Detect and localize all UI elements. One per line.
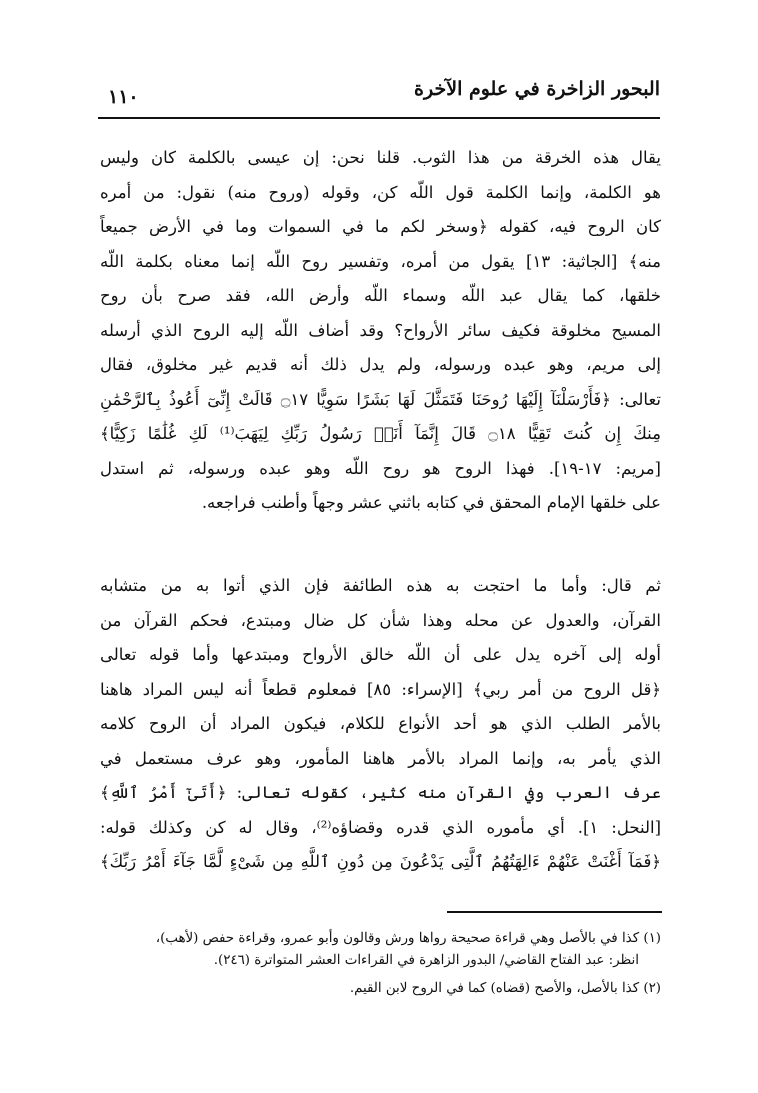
text-line: خلقها، كما يقال عبد اللّه وسماء اللّه وأرض الله، فقد صرح بأن روح (100, 286, 661, 305)
text-line: [النحل: ١]. أي مأموره الذي قدره وقضاؤه⁽²⁾، وقال له كن وكذلك قوله: (100, 817, 661, 837)
text-line: أوله إلى آخره يدل على أن اللّه خالق الأرواح ومبتدعها وأما قوله تعالى (100, 645, 661, 664)
quran-verse-line: تعالى: ﴿فَأَرْسَلْنَآ إِلَيْهَا رُوحَنَا فَتَمَثَّلَ لَهَا بَشَرًا سَوِيًّا ۝١٧ قَالَتْ إِنِّىٓ أَعُوذُ بِٱلرَّحْمَٰنِ (100, 389, 661, 409)
footnote-separator (447, 911, 662, 913)
paragraph-1 (100, 141, 661, 521)
footnotes (100, 928, 661, 1000)
text-line: بالأمر الطلب الذي هو أحد الأنواع للكلام، فيكون المراد أن الروح كلامه (100, 714, 661, 733)
text-line: إلى مريم، وهو عبده ورسوله، ولم يدل ذلك أنه قديم غير مخلوق، فقال (100, 355, 661, 374)
text-line: [مريم: ١٧-١٩]. فهذا الروح هو روح اللّه وهو عبده ورسوله، ثم استدل (100, 458, 661, 478)
quran-verse-line: ﴿فَمَآ أَغْنَتْ عَنْهُمْ ءَالِهَتُهُمُ ٱلَّتِى يَدْعُونَ مِن دُونِ ٱللَّهِ مِن شَىْءٍ لَّمَّا جَآءَ أَمْرُ رَبِّكَ﴾ (100, 852, 661, 871)
footnote-1-continuation: انظر: عبد الفتاح القاضي/ البدور الزاهرة في القراءات العشر المتواترة (٢٤٦). (213, 953, 639, 968)
text-line: عرف العرب وفي القرآن منه كثير، كقوله تعالى: ﴿أَتَىٰٓ أَمْرُ ٱللَّهِ﴾ (100, 783, 661, 802)
text-line: يقال هذه الخرقة من هذا الثوب. قلنا نحن: إن عيسى بالكلمة كان وليس (100, 148, 661, 167)
paragraph-2 (100, 569, 661, 880)
footnote-2: (٢) كذا بالأصل، والأصح (قضاه) كما في الروح لابن القيم. (349, 981, 661, 996)
text-line: منه﴾ [الجاثية: ١٣] يقول من أمره، وتفسير روح اللّه إنما معناه بكلمة اللّه (100, 251, 661, 271)
header-rule (98, 117, 660, 119)
text-line: ثم قال: وأما ما احتجت به هذه الطائفة فإن الذي أتوا به من متشابه (100, 576, 661, 595)
text-line: القرآن، والعدول عن محله وهذا شأن كل ضال ومبتدع، فحكم القرآن من (100, 610, 661, 630)
text-line: ﴿قل الروح من أمر ربي﴾ [الإسراء: ٨٥] فمعلوم قطعاً أنه ليس المراد هاهنا (100, 679, 661, 699)
footnote-1: (١) كذا في بالأصل وهي قراءة صحيحة رواها ورش وقالون وأبو عمرو، وقراءة حفص (لأهب)، (155, 931, 661, 946)
text-line: على خلقها الإمام المحقق في كتابه باثني عشر وجهاً وأطنب فراجعه. (201, 493, 661, 512)
page-number: ١١٠ (108, 86, 139, 108)
text-line: كان الروح فيه، كقوله ﴿وسخر لكم ما في السموات وما في الأرض جميعاً (100, 217, 661, 236)
quran-verse-line: مِنكَ إِن كُنتَ تَقِيًّا ۝١٨ قَالَ إِنَّمَآ أَنَا۠ رَسُولُ رَبِّكِ لِيَهَبَ⁽¹⁾ لَكِ غُلَٰمًا زَكِيًّا﴾ (100, 424, 661, 443)
text-line: هو الكلمة، وإنما الكلمة قول اللّه كن، وقوله (وروح منه) نقول: من أمره (100, 182, 661, 202)
text-line: المسيح مخلوقة فكيف سائر الأرواح؟ وقد أضاف اللّه إليه الروح الذي أرسله (100, 320, 661, 340)
running-header (98, 78, 660, 118)
text-line: الذي يأمر به، وإنما المراد بالأمر هاهنا المأمور، وهو عرف مستعمل في (100, 748, 661, 768)
book-title: البحور الزاخرة في علوم الآخرة (414, 78, 660, 100)
